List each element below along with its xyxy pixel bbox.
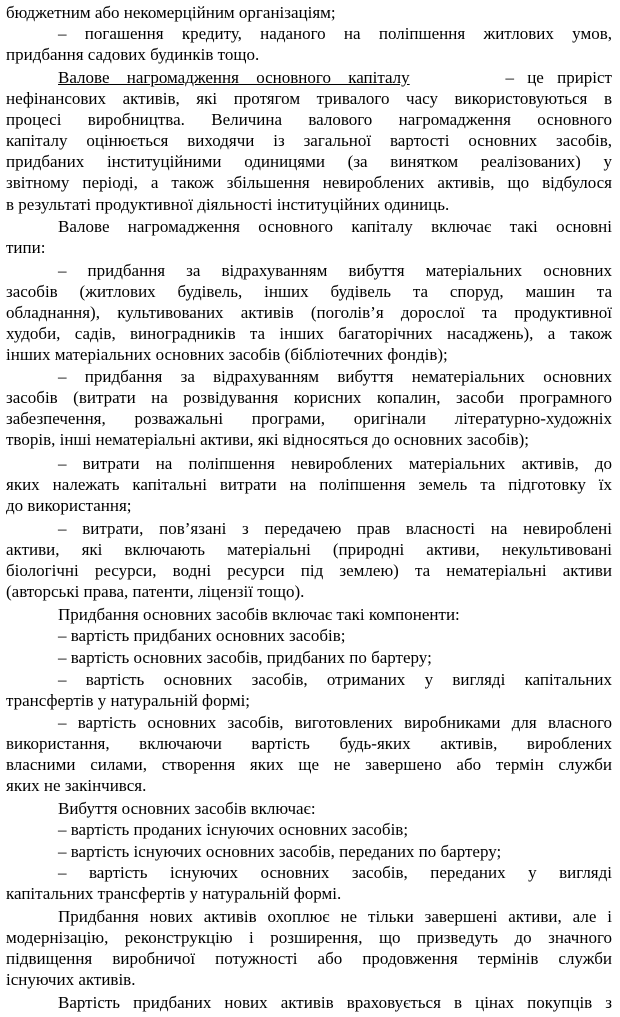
line [6, 67, 612, 88]
line: в результаті продуктивної діяльності інституційних одиниць. [6, 194, 450, 214]
defined-term: Валове нагромадження основного капіталу [58, 68, 410, 87]
line: – вартість основних засобів, отриманих у вигляді капітальних [58, 670, 612, 689]
line: біологічні ресурси, водні ресурси під землею) та нематеріальні активи [6, 561, 612, 581]
paragraph-b14 [6, 819, 612, 840]
line: – вартість основних засобів, придбаних по бартеру; [58, 648, 432, 667]
line: Вибуття основних засобів включає: [58, 799, 316, 818]
paragraph-b4 [6, 260, 612, 365]
line: – вартість існуючих основних засобів, переданих по бартеру; [58, 842, 502, 861]
paragraph-b15 [6, 841, 612, 862]
paragraph-b0 [6, 2, 612, 23]
line: – придбання за відрахуванням вибуття матеріальних основних [58, 261, 612, 280]
line: – витрати, пов’язані з передачею прав власності на невироблені [58, 519, 612, 538]
paragraph-b6 [6, 453, 612, 516]
paragraph-b18 [6, 992, 612, 1013]
line: нефінансових активів, які протягом тривалого часу використовуються в [6, 89, 612, 109]
line: – вартість основних засобів, виготовлених виробниками для власного [58, 713, 612, 732]
line: активи, які включають матеріальні (природні активи, некультивовані [6, 540, 612, 560]
line: Придбання нових активів охоплює не тільки завершені активи, але і [58, 907, 612, 926]
paragraph-b10 [6, 647, 612, 668]
paragraph-b11 [6, 669, 612, 711]
paragraph-b13 [6, 798, 612, 819]
line: Валове нагромадження основного капіталу включає такі основні [58, 217, 612, 236]
line: бюджетним або некомерційним організаціям; [6, 3, 336, 22]
line: яких не закінчився. [6, 776, 147, 796]
paragraph-b5 [6, 366, 612, 450]
line: модернізацію, реконструкцію і розширення, що призведуть до значного [6, 928, 612, 948]
line: звітному періоді, а також збільшення невироблених активів, що відбулося [6, 173, 612, 193]
line: – придбання за відрахуванням вибуття нематеріальних основних [58, 367, 612, 386]
line: засобів (витрати на розвідування корисних копалин, засоби програмного [6, 388, 612, 408]
line: засобів (житлових будівель, інших будівель та споруд, машин та [6, 282, 612, 302]
line: Вартість придбаних нових активів враховується в цінах покупців з [58, 993, 612, 1012]
line: – вартість проданих існуючих основних засобів; [58, 820, 409, 839]
line: – вартість придбаних основних засобів; [58, 626, 346, 645]
line: – витрати на поліпшення невироблених матеріальних активів, до [58, 454, 612, 473]
line: худоби, садів, виноградників та інших багаторічних насаджень), а також [6, 324, 612, 344]
line: капіталу оцінюється виходячи із загальної вартості основних засобів, [6, 131, 612, 151]
paragraph-b1 [6, 23, 612, 65]
paragraph-b2 [6, 67, 612, 215]
line: власними силами, створення яких ще не завершено або термін служби [6, 755, 612, 775]
line: до використання; [6, 496, 132, 516]
line: – вартість існуючих основних засобів, переданих у вигляді [58, 863, 612, 882]
line: типи: [6, 238, 46, 258]
line: придбання садових будинків тощо. [6, 45, 260, 65]
line: (авторські права, патенти, ліцензії тощо). [6, 582, 305, 602]
line: – погашення кредиту, наданого на поліпшення житлових умов, [58, 24, 612, 43]
line: творів, інші нематеріальні активи, які відносяться до основних засобів); [6, 430, 529, 450]
paragraph-b7 [6, 518, 612, 602]
line: процесі виробництва. Величина валового нагромадження основного [6, 110, 612, 130]
paragraph-b17 [6, 906, 612, 990]
paragraph-b9 [6, 625, 612, 646]
line: капітальних трансфертів у натуральній формі. [6, 884, 342, 904]
line: трансфертів у натуральній формі; [6, 691, 251, 711]
line: Придбання основних засобів включає такі компоненти: [58, 605, 460, 624]
line: обладнання), культивованих активів (поголів’я дорослої та продуктивної [6, 303, 612, 323]
line: підвищення виробничої потужності або продовження термінів служби [6, 949, 612, 969]
paragraph-b3 [6, 216, 612, 258]
line: придбаних інституційними одиницями (за винятком реалізованих) у [6, 152, 612, 172]
line: використання, включаючи вартість будь-яких активів, вироблених [6, 734, 612, 754]
line: інших матеріальних основних засобів (бібліотечних фондів); [6, 345, 448, 365]
paragraph-b16 [6, 862, 612, 904]
paragraph-b8 [6, 604, 612, 625]
line: яких належать капітальні витрати на поліпшення земель та підготовку їх [6, 475, 612, 495]
paragraph-b12 [6, 712, 612, 796]
line: забезпечення, розважальні програми, оригінали літературно-художніх [6, 409, 612, 429]
line: існуючих активів. [6, 970, 136, 990]
line-tail: – це приріст [492, 68, 612, 87]
